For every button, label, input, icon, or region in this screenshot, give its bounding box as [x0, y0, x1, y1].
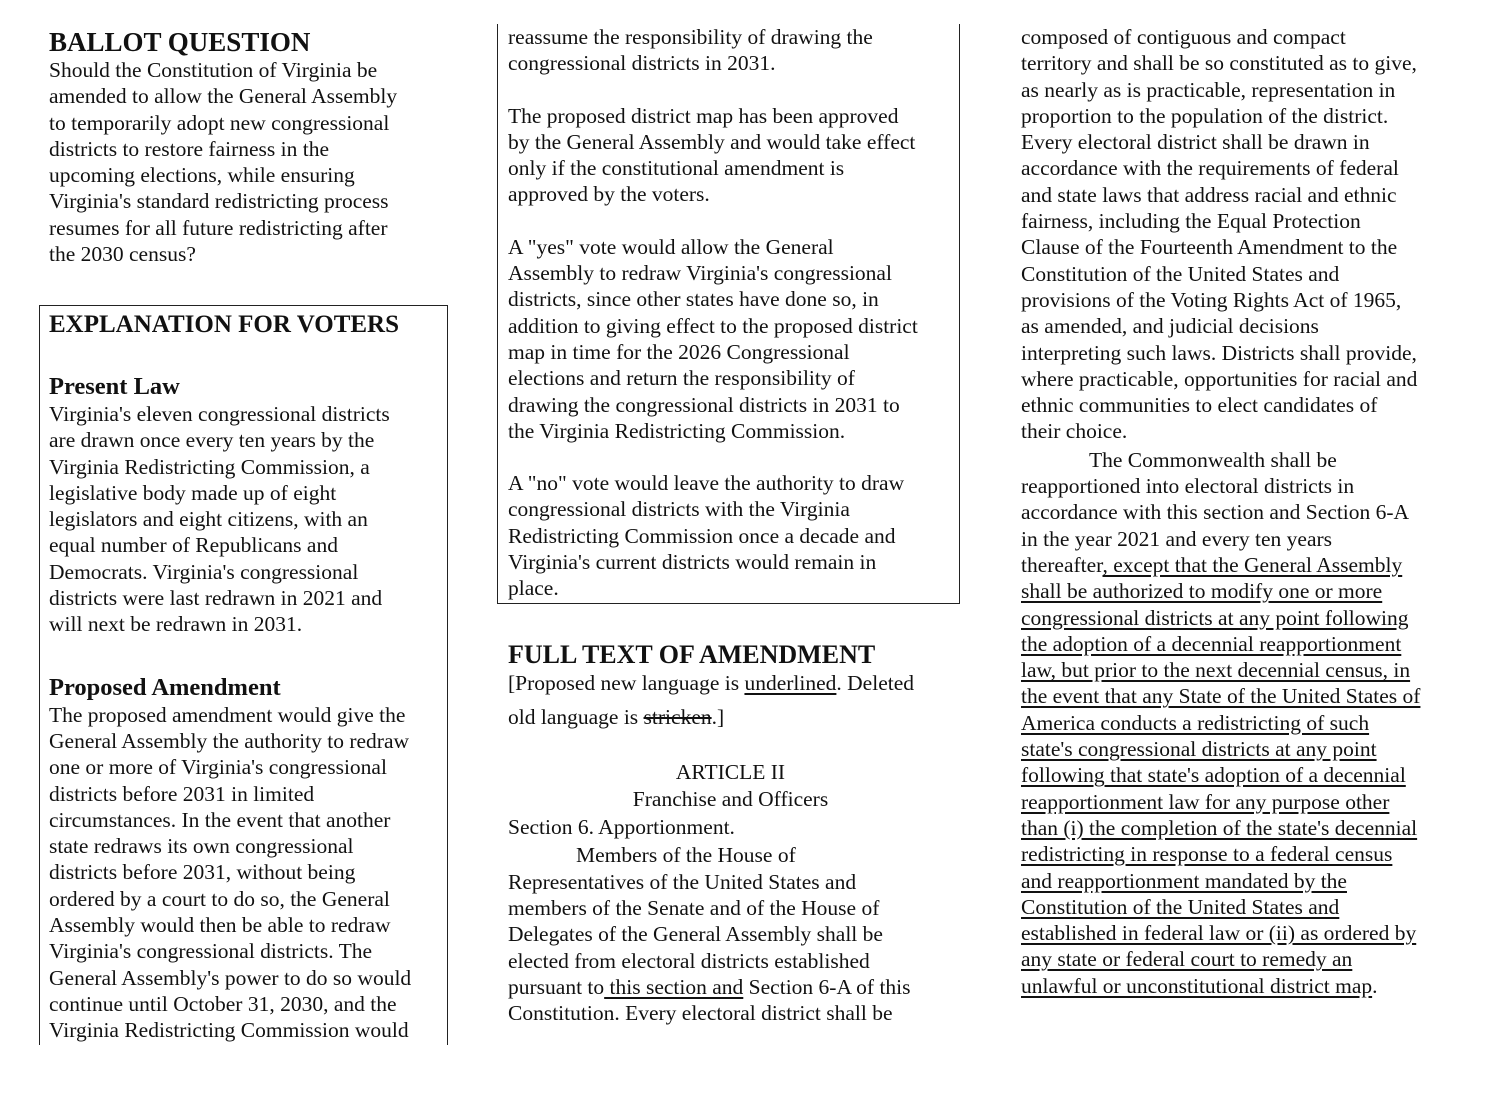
map-approval-text: The proposed district map has been approved by the General Assembly and would take effect only if the constitutional amendment is approved by the voters.: [508, 103, 916, 207]
col2-box-left-border: [497, 24, 498, 604]
no-vote-text: A "no" vote would leave the authority to draw congressional districts with the Virginia Redistricting Commission once a decade and Virginia's current districts would remain in place.: [508, 471, 905, 601]
explanation-box-top-border: [39, 305, 448, 306]
inserted-text: this section and: [604, 974, 744, 999]
proposed-amendment-heading: Proposed Amendment: [49, 673, 281, 701]
proposed-amendment-text: The proposed amendment would give the General Assembly the authority to redraw one or more of Virginia's congressional districts before 2031 in limited circumstances. In the event that another state redraws its own congressional districts before 2031, without being ordered by a court to do so, the General Assembly would then be able to redraw Virginia's congressional districts. The General Assembly's power to do so would continue until October 31, 2030, and the Virginia Redistricting Commission would: [49, 702, 412, 1043]
article-subtitle: Franchise and Officers: [632, 786, 829, 811]
article-title: ARTICLE II: [675, 759, 786, 784]
ballot-question-text: Should the Constitution of Virginia be amended to allow the General Assembly to temporarily adopt new congressional districts to restore fairness in the upcoming elections, while ensuring Virginia's standard redistricting process resumes for all future redistricting after the 2030 census?: [49, 58, 398, 267]
legend-line-2: old language is stricken.]: [508, 705, 725, 730]
present-law-heading: Present Law: [49, 373, 180, 400]
reapportionment-text: The Commonwealth shall be reapportioned into electoral districts in accordance with this section and Section 6-A in the year 2021 and every ten years thereafter, except that the General Assembly shall be authorized to modify one or more congressional districts at any point following the adoption of a decennial reapportionment law, but prior to the next decennial census, in the event that any State of the United States of America conducts a redistricting of such state's congressional districts at any point following that state's adoption of a decennial reapportionment law for any purpose other than (i) the completion of the state's decennial redistricting in response to a federal census and reapportionment mandated by the Constitution of the United States and established in federal law or (ii) as ordered by any state or federal court to remedy an unlawful or unconstitutional district map.: [1021, 447, 1421, 998]
col2-box-right-border: [959, 24, 960, 604]
explanation-box-right-border: [447, 305, 448, 1045]
present-law-text: Virginia's eleven congressional districts are drawn once every ten years by the Virginia Redistricting Commission, a legislative body made up of eight legislators and eight citizens, with an equal number of Republicans and Democrats. Virginia's congressional districts were last redrawn in 2021 and will next be redrawn in 2031.: [49, 402, 390, 637]
district-requirements-text: composed of contiguous and compact territory and shall be so constituted as to give, as nearly as is practicable, representation in proportion to the population of the district. Every electoral district shall be drawn in accordance with the requirements of federal and state laws that address racial and ethnic fairness, including the Equal Protection Clause of the Fourteenth Amendment to the Constitution of the United States and provisions of the Voting Rights Act of 1965, as amended, and judicial decisions interpreting such laws. Districts shall provide, where practicable, opportunities for racial and ethnic communities to elect candidates of their choice.: [1021, 25, 1418, 444]
explanation-for-voters: [49, 311, 444, 1044]
column-1: [49, 27, 449, 267]
column-2-explanation: [508, 24, 953, 602]
full-text-heading: FULL TEXT OF AMENDMENT: [508, 640, 876, 669]
explanation-box-left-border: [39, 305, 40, 1045]
ballot-question-heading: BALLOT QUESTION: [49, 27, 311, 57]
inserted-text: , except that the General Assembly: [1102, 552, 1403, 577]
underlined-sample: underlined: [744, 671, 837, 695]
col2-box-bottom-border: [497, 603, 960, 604]
column-2-full-text: [508, 640, 953, 1027]
yes-vote-text: A "yes" vote would allow the General Assembly to redraw Virginia's congressional districts, since other states have done so, in addition to giving effect to the proposed district map in time for the 2026 Congressional elections and return the responsibility of drawing the congressional districts in 2031 to the Virginia Redistricting Commission.: [508, 234, 918, 443]
explanation-heading: EXPLANATION FOR VOTERS: [49, 311, 400, 338]
stricken-sample: stricken: [643, 705, 712, 730]
section-text: Members of the House of Representatives of the United States and members of the Senate and of the House of Delegates of the General Assembly shall be elected from electoral districts established pursuant to this section and Section 6-A of this Constitution. Every electoral district shall be: [508, 843, 911, 1026]
column-3: [1021, 24, 1461, 999]
legend-line-1: [Proposed new language is underlined. Deleted: [508, 671, 915, 695]
section-title: Section 6. Apportionment.: [508, 815, 735, 840]
continued-text: reassume the responsibility of drawing the congressional districts in 2031.: [508, 25, 873, 76]
